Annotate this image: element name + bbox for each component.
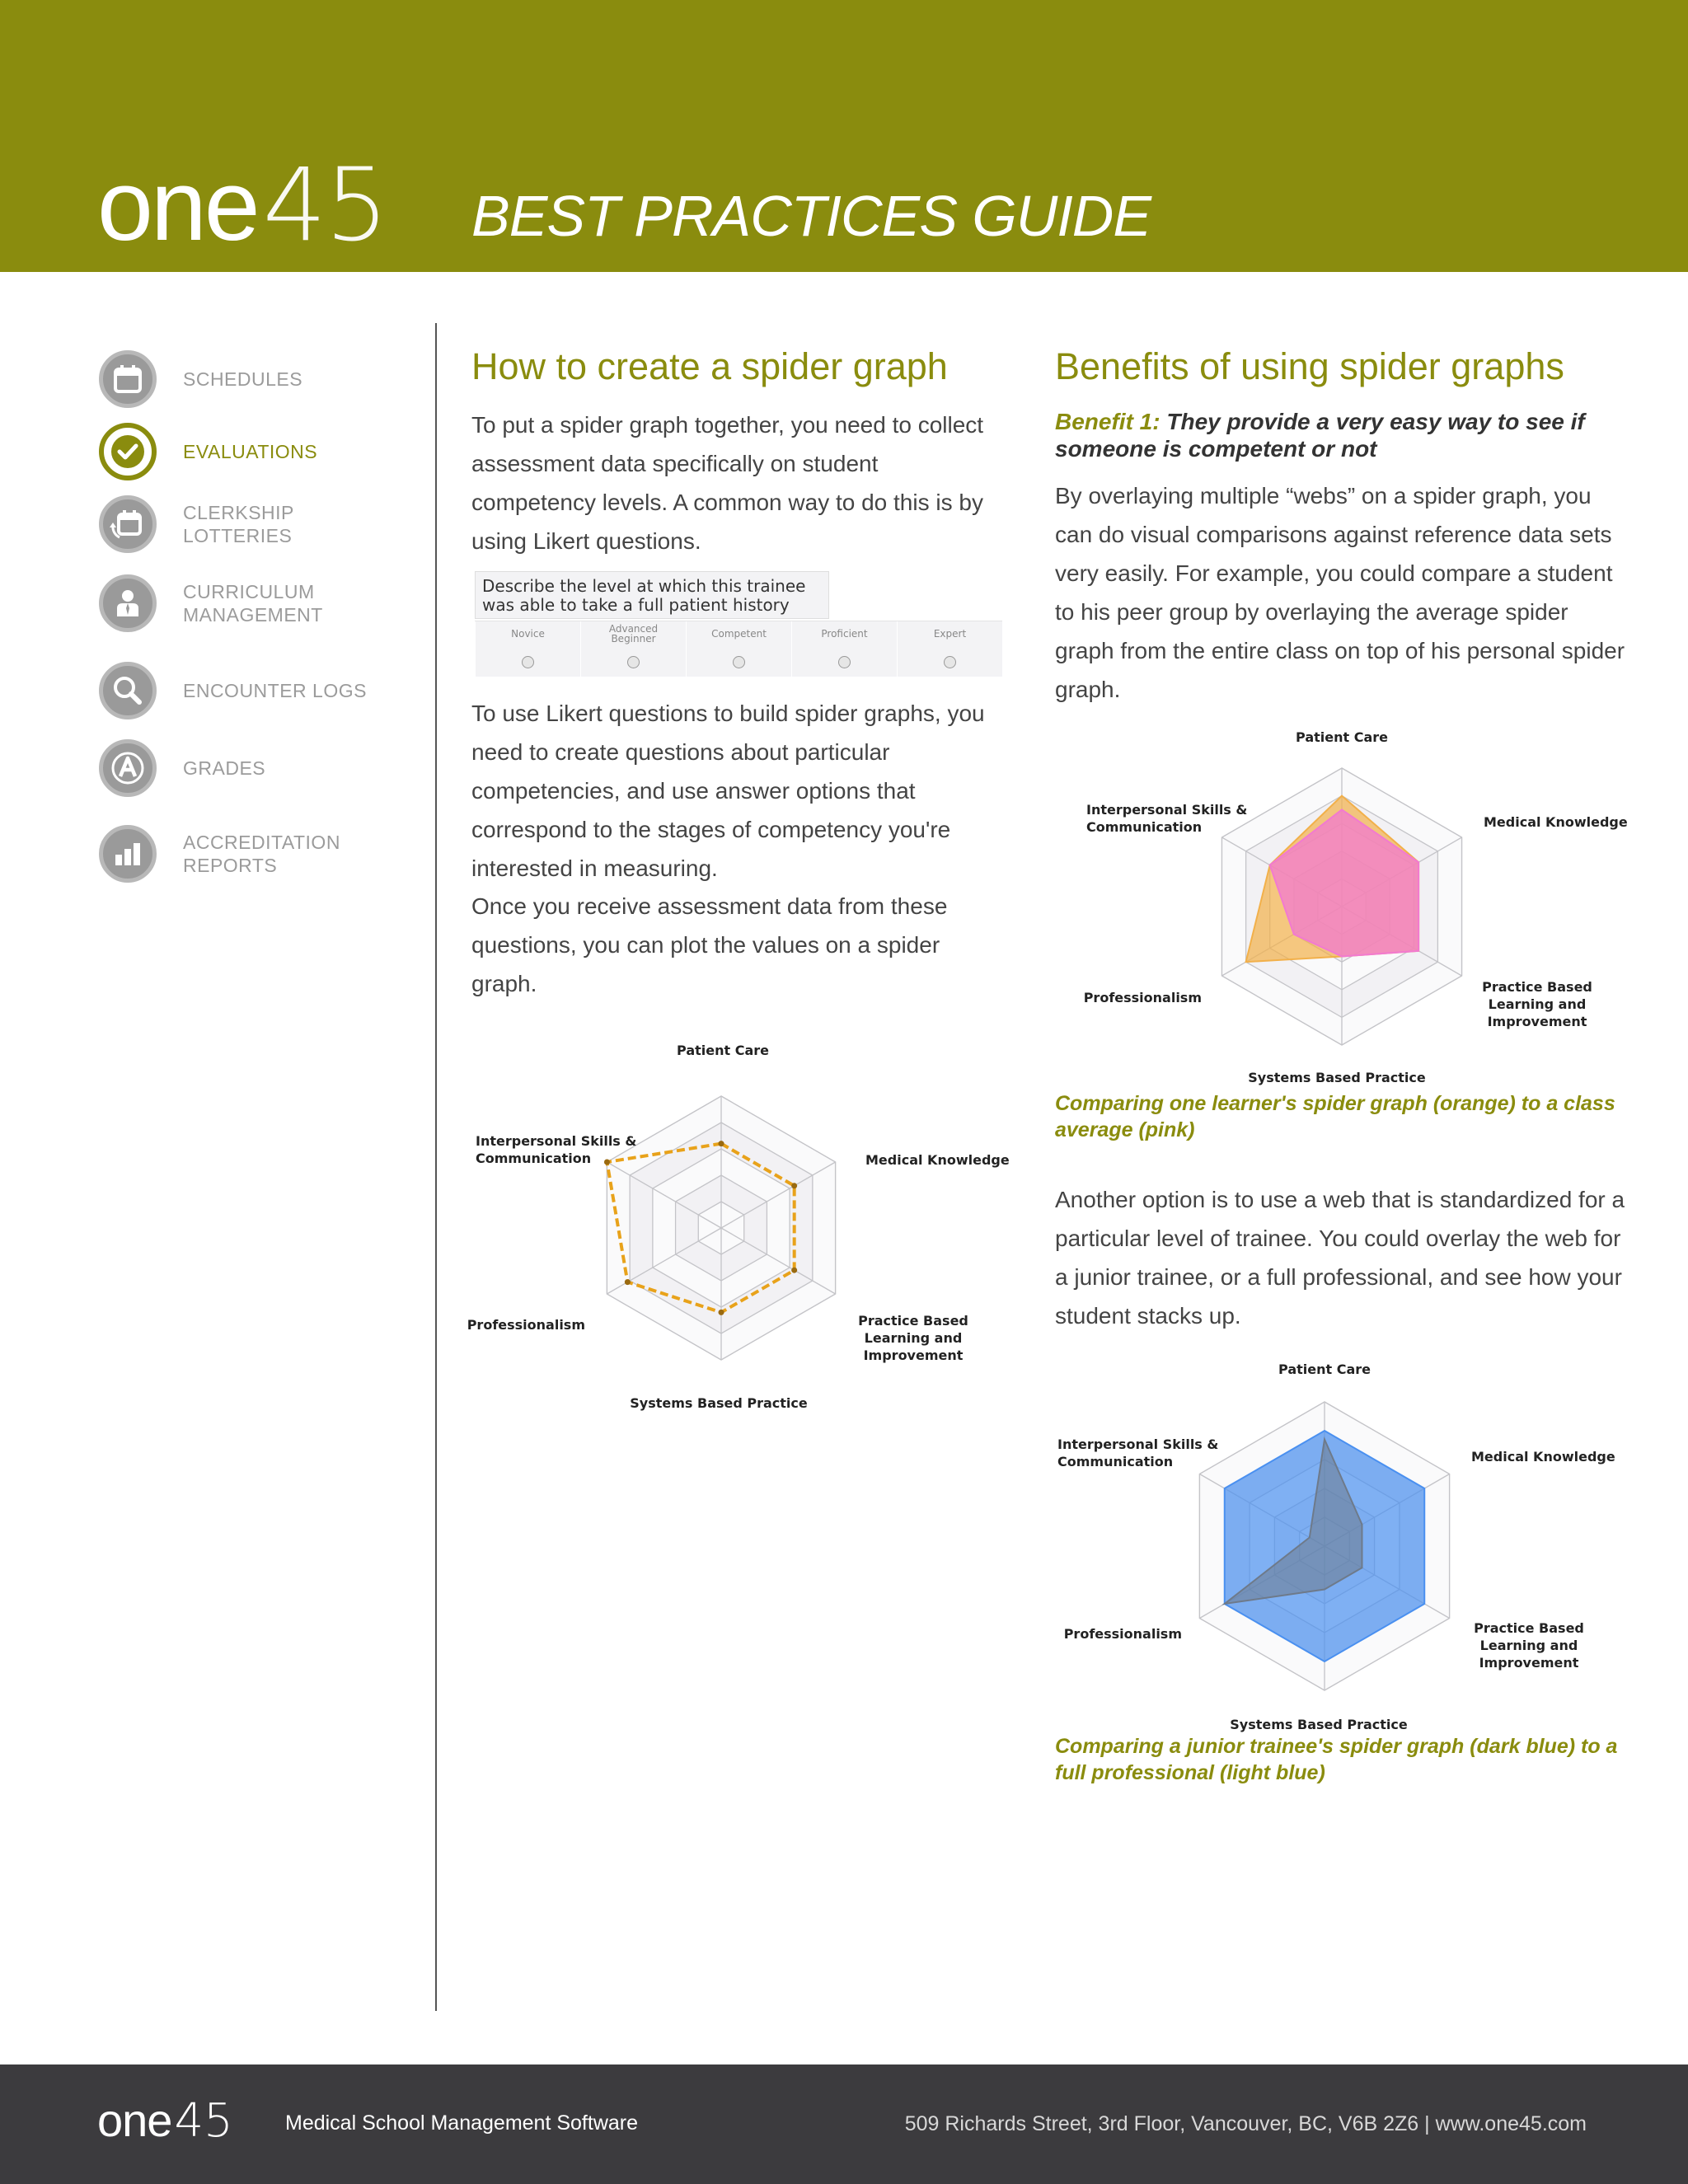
likert-option-label: Competent [711,628,767,640]
radio-button[interactable] [627,656,640,668]
likert-option[interactable] [791,621,897,677]
footer-logo-word: one [97,2094,172,2146]
likert-question-text: Describe the level at which this trainee was able to take a full patient history [475,571,829,619]
radar-axis-label: Medical Knowledge [865,1152,1010,1168]
logo-word: one [97,149,258,261]
radar-axis-label: Systems Based Practice [1230,1717,1408,1732]
radio-button[interactable] [944,656,956,668]
footer-address[interactable]: 509 Richards Street, 3rd Floor, Vancouver, BC, V6B 2Z6 | www.one45.com [904,2112,1587,2135]
sidebar-item-label: ENCOUNTER LOGS [183,680,367,701]
spider-graph-trainee-comparison [1047,1354,1632,1733]
sidebar-item-schedules[interactable] [99,350,302,408]
page-header [0,0,1688,272]
footer-logo-number: 45 [174,2094,233,2148]
radio-button[interactable] [838,656,851,668]
sidebar-item-curriculum-management[interactable] [99,574,348,632]
radio-button[interactable] [522,656,534,668]
benefit-text: They provide a very easy way to see if someone is competent or not [1055,409,1585,462]
right-heading: Benefits of using spider graphs [1055,345,1564,387]
right-paragraph-2: Another option is to use a web that is standardized for a particular level of trainee. You could overlay the web for a junior trainee, or a full professional, and see how your student stacks up. [1055,1187,1625,1329]
radar-axis-label: Professionalism [1063,1626,1182,1642]
radar-axis-label: Medical Knowledge [1471,1449,1615,1465]
bar-chart-icon [99,825,157,883]
spider-graph-class-comparison [1055,729,1632,1092]
calendar-icon [99,350,157,408]
sidebar-item-accreditation-reports[interactable] [99,825,381,883]
radar-axis-label: Patient Care [1296,729,1388,745]
radio-button[interactable] [733,656,745,668]
right-paragraph-1: By overlaying multiple “webs” on a spider graph, you can do visual comparisons against reference data sets very easily. For example, you could compare a student to his peer group by overlaying the average spider graph from the entire class on top of his personal spider graph. [1055,483,1625,702]
radar-axis-label: Practice Based Learning and Improvement [858,1313,968,1363]
grade-a-icon [99,739,157,797]
likert-option-label: Novice [511,628,545,640]
sidebar-item-evaluations[interactable] [99,423,317,480]
left-heading: How to create a spider graph [471,345,948,387]
radar-axis-label: Patient Care [1278,1361,1371,1377]
spider-graph-single [462,1043,1010,1418]
one45-logo[interactable] [97,147,387,264]
radar-point [719,1310,724,1315]
likert-option-label: Proficient [821,628,868,640]
checkmark-icon [99,423,157,480]
logo-number: 45 [262,147,387,264]
sidebar-item-grades[interactable] [99,739,265,797]
radar-axis-label: Interpersonal Skills & Communication [1057,1436,1219,1469]
likert-option-label: Advanced Beginner [608,623,659,644]
left-paragraph-1: To put a spider graph together, you need to collect assessment data specifically on student competency levels. A common way to do this is by using Likert questions. [471,412,984,554]
radar-axis-label: Professionalism [467,1317,585,1333]
benefit-1 [1055,408,1632,462]
likert-option[interactable] [475,621,580,677]
likert-options [475,621,1002,677]
sidebar-item-label: EVALUATIONS [183,441,318,462]
page-title: BEST PRACTICES GUIDE [471,184,1151,248]
radar-point [719,1141,724,1146]
footer-logo[interactable] [97,2094,233,2148]
likert-option[interactable] [686,621,791,677]
radar-axis-label: Interpersonal Skills & Communication [1086,802,1248,835]
sidebar-item-label: CLERKSHIP LOTTERIES [183,502,294,546]
radar-point [791,1183,797,1188]
benefit-label: Benefit 1: [1055,409,1160,434]
sidebar-item-label: ACCREDITATION REPORTS [183,832,340,876]
likert-question-sample [475,571,1002,678]
radar-axis-label: Interpersonal Skills & Communication [476,1133,637,1166]
calendar-refresh-icon [99,495,157,553]
person-icon [99,574,157,632]
sidebar-item-label: CURRICULUM MANAGEMENT [183,581,323,626]
radar-point [625,1279,631,1285]
magnifier-icon [99,662,157,719]
sidebar-item-clerkship-lotteries[interactable] [99,495,348,553]
left-paragraph-3: Once you receive assessment data from these questions, you can plot the values on a spider graph. [471,893,948,996]
radar-axis-label: Professionalism [1083,990,1202,1005]
chart-caption-2: Comparing a junior trainee's spider graph (dark blue) to a full professional (light blue) [1055,1735,1618,1784]
page-footer [0,2064,1688,2184]
left-paragraph-2: To use Likert questions to build spider graphs, you need to create questions about particular competencies, and use answer options that correspond to the stages of competency you're interested in measuring. [471,701,985,881]
likert-option[interactable] [897,621,1002,677]
likert-option-label: Expert [933,628,967,640]
likert-option[interactable] [580,621,686,677]
sidebar-item-label: SCHEDULES [183,368,303,390]
radar-axis-label: Practice Based Learning and Improvement [1482,979,1592,1029]
radar-point [604,1160,610,1165]
radar-axis-label: Systems Based Practice [1248,1070,1426,1085]
radar-axis-label: Systems Based Practice [630,1395,808,1411]
footer-tagline: Medical School Management Software [285,2111,639,2135]
sidebar-item-label: GRADES [183,757,266,779]
sidebar-item-encounter-logs[interactable] [99,662,367,719]
chart-caption-1: Comparing one learner's spider graph (orange) to a class average (pink) [1055,1092,1615,1141]
radar-axis-label: Medical Knowledge [1484,814,1628,830]
column-divider [435,323,437,2011]
radar-point [791,1268,797,1273]
radar-axis-label: Patient Care [677,1043,769,1058]
radar-axis-label: Practice Based Learning and Improvement [1474,1620,1584,1671]
